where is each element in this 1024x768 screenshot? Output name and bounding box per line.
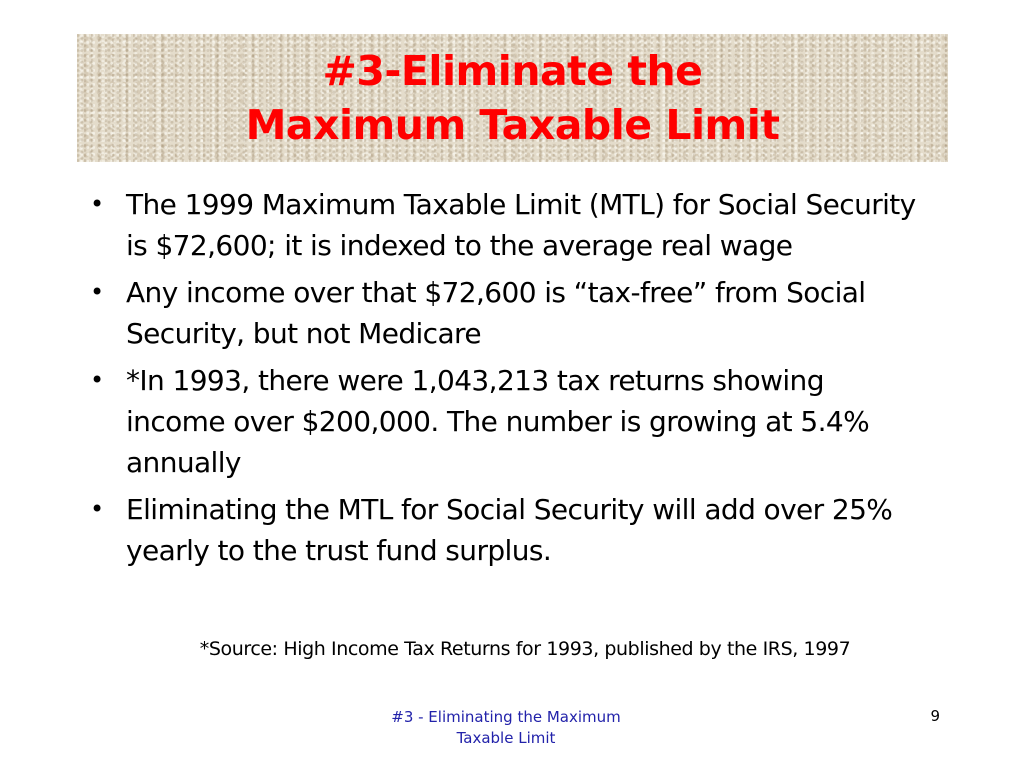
bullet-item [86, 489, 936, 571]
slide-footer [356, 707, 656, 749]
title-banner [77, 34, 948, 162]
bullet-item [86, 360, 936, 483]
bullet-item [86, 184, 936, 266]
bullet-item [86, 272, 936, 354]
bullet-text: Eliminating the MTL for Social Security will add over 25% yearly to the trust fund surplus. [126, 493, 893, 567]
source-note: *Source: High Income Tax Returns for 1993, published by the IRS, 1997 [199, 638, 851, 660]
bullet-icon: • [90, 278, 104, 306]
bullet-text: The 1999 Maximum Taxable Limit (MTL) for Social Security is $72,600; it is indexed to the average real wage [126, 188, 916, 262]
bullet-text: Any income over that $72,600 is “tax-free” from Social Security, but not Medicare [126, 276, 866, 350]
bullet-icon: • [90, 366, 104, 394]
footer-line-1: #3 - Eliminating the Maximum [391, 708, 621, 726]
bullet-icon: • [90, 495, 104, 523]
slide-title: #3-Eliminate the Maximum Taxable Limit [245, 47, 780, 149]
bullet-icon: • [90, 190, 104, 218]
footer-line-2: Taxable Limit [456, 729, 556, 747]
bullet-list [86, 184, 936, 577]
bullet-text: *In 1993, there were 1,043,213 tax returns showing income over $200,000. The number is growing at 5.4% annually [126, 364, 870, 479]
page-number: 9 [930, 707, 940, 725]
